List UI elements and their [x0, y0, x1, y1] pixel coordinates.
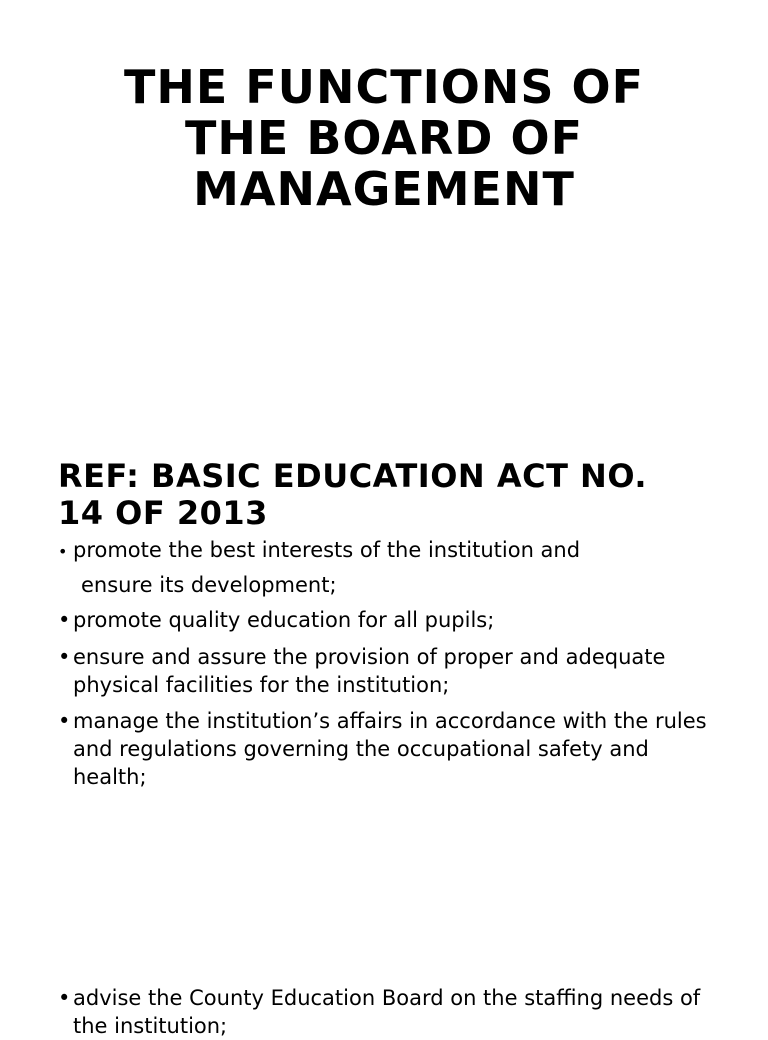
bullet-icon: •: [58, 709, 71, 733]
list-item-line: promote quality education for all pupils;: [73, 608, 495, 632]
slide-title-line: THE BOARD OF: [185, 111, 583, 165]
list-item: [58, 606, 708, 634]
slide-title-line: THE FUNCTIONS OF: [123, 60, 645, 114]
bullet-icon: •: [58, 645, 71, 669]
list-item: [58, 984, 708, 1040]
list-item: [58, 536, 708, 599]
list-item-line: ensure its development;: [81, 573, 337, 597]
list-item-line: and regulations governing the occupational safety and: [73, 737, 649, 761]
list-item-text: [73, 606, 708, 634]
list-item-text: [73, 536, 708, 599]
list-item-line: physical facilities for the institution;: [73, 673, 450, 697]
reference-heading-line: 14 OF 2013: [58, 494, 268, 532]
bullet-icon: •: [58, 542, 68, 561]
list-item-text: [73, 707, 708, 791]
slide-title-line: MANAGEMENT: [193, 162, 575, 216]
reference-heading-line: REF: BASIC EDUCATION ACT NO.: [58, 457, 647, 495]
list-item-line: health;: [73, 765, 147, 789]
list-item-text: [73, 984, 708, 1040]
list-item-text: [73, 643, 708, 699]
list-item-line: manage the institution’s affairs in accordance with the rules: [73, 709, 707, 733]
list-item-line: advise the County Education Board on the staffing needs of: [73, 986, 701, 1010]
list-item-line: the institution;: [73, 1014, 228, 1038]
functions-list-continued: [58, 984, 708, 1040]
slide-title: [0, 62, 768, 215]
list-item-line: ensure and assure the provision of proper and adequate: [73, 645, 666, 669]
functions-list: [58, 536, 708, 799]
list-item-line: promote the best interests of the institution and: [73, 538, 581, 562]
list-item: [58, 707, 708, 791]
bullet-icon: •: [58, 986, 71, 1010]
list-item: [58, 643, 708, 699]
bullet-icon: •: [58, 608, 71, 632]
reference-heading: [58, 458, 758, 532]
